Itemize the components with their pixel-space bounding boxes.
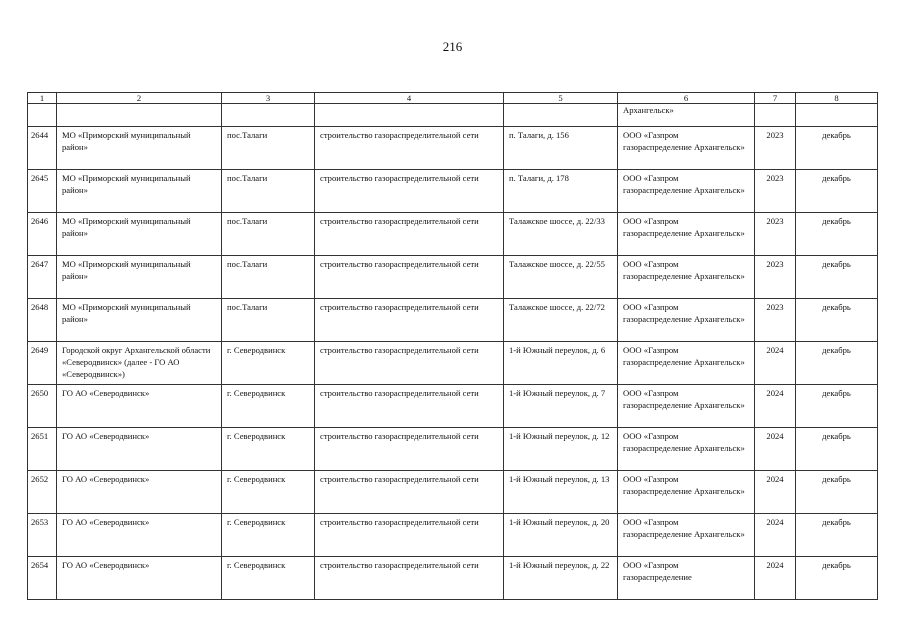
cell-locality: г. Северодвинск <box>222 342 315 385</box>
cell-address: п. Талаги, д. 156 <box>504 127 618 170</box>
header-row <box>28 93 878 104</box>
cell-organization: ООО «Газпром газораспределение Архангельск» <box>618 213 755 256</box>
column-header: 2 <box>57 93 222 104</box>
cell-year: 2023 <box>755 127 796 170</box>
cell-year: 2024 <box>755 514 796 557</box>
cell-address: 1-й Южный переулок, д. 22 <box>504 557 618 600</box>
cell-municipality: ГО АО «Северодвинск» <box>57 557 222 600</box>
column-header: 4 <box>315 93 504 104</box>
cell-year: 2024 <box>755 342 796 385</box>
table-row <box>28 342 878 385</box>
table-row <box>28 557 878 600</box>
cell-number: 2647 <box>28 256 57 299</box>
cell-work-type: строительство газораспределительной сети <box>315 428 504 471</box>
cell-month <box>796 104 878 127</box>
column-header: 3 <box>222 93 315 104</box>
cell-locality: г. Северодвинск <box>222 514 315 557</box>
cell-address: Талажское шоссе, д. 22/33 <box>504 213 618 256</box>
column-header: 1 <box>28 93 57 104</box>
cell-month: декабрь <box>796 256 878 299</box>
continuation-row <box>28 104 878 127</box>
page-number: 216 <box>442 39 463 54</box>
cell-organization: ООО «Газпром газораспределение Архангельск» <box>618 471 755 514</box>
cell-work-type: строительство газораспределительной сети <box>315 557 504 600</box>
cell-municipality: Городской округ Архангельской области «Северодвинск» (далее - ГО АО «Северодвинск») <box>57 342 222 385</box>
table-row <box>28 471 878 514</box>
column-header: 8 <box>796 93 878 104</box>
cell-locality: пос.Талаги <box>222 299 315 342</box>
cell-number: 2654 <box>28 557 57 600</box>
cell-year: 2023 <box>755 256 796 299</box>
cell-year: 2024 <box>755 428 796 471</box>
cell-locality: г. Северодвинск <box>222 385 315 428</box>
cell-organization: ООО «Газпром газораспределение Архангельск» <box>618 428 755 471</box>
cell-work-type <box>315 104 504 127</box>
cell-year: 2023 <box>755 213 796 256</box>
cell-locality: пос.Талаги <box>222 170 315 213</box>
cell-number: 2651 <box>28 428 57 471</box>
table-row <box>28 428 878 471</box>
table-row <box>28 213 878 256</box>
cell-municipality: МО «Приморский муниципальный район» <box>57 127 222 170</box>
cell-municipality: МО «Приморский муниципальный район» <box>57 213 222 256</box>
cell-municipality: МО «Приморский муниципальный район» <box>57 299 222 342</box>
cell-address: Талажское шоссе, д. 22/55 <box>504 256 618 299</box>
cell-number: 2645 <box>28 170 57 213</box>
cell-address: п. Талаги, д. 178 <box>504 170 618 213</box>
cell-work-type: строительство газораспределительной сети <box>315 256 504 299</box>
table-row <box>28 385 878 428</box>
cell-address <box>504 104 618 127</box>
cell-address: 1-й Южный переулок, д. 13 <box>504 471 618 514</box>
cell-year: 2024 <box>755 471 796 514</box>
cell-locality: пос.Талаги <box>222 127 315 170</box>
register-table <box>27 92 878 600</box>
table-header <box>28 93 878 104</box>
cell-address: 1-й Южный переулок, д. 6 <box>504 342 618 385</box>
cell-month: декабрь <box>796 170 878 213</box>
cell-work-type: строительство газораспределительной сети <box>315 170 504 213</box>
table-row <box>28 170 878 213</box>
column-header: 6 <box>618 93 755 104</box>
cell-number: 2644 <box>28 127 57 170</box>
cell-work-type: строительство газораспределительной сети <box>315 514 504 557</box>
table-row <box>28 299 878 342</box>
cell-organization: ООО «Газпром газораспределение Архангельск» <box>618 170 755 213</box>
cell-number: 2652 <box>28 471 57 514</box>
cell-organization: ООО «Газпром газораспределение Архангельск» <box>618 256 755 299</box>
cell-month: декабрь <box>796 471 878 514</box>
cell-year <box>755 104 796 127</box>
cell-address: Талажское шоссе, д. 22/72 <box>504 299 618 342</box>
cell-organization: ООО «Газпром газораспределение <box>618 557 755 600</box>
cell-work-type: строительство газораспределительной сети <box>315 385 504 428</box>
cell-address: 1-й Южный переулок, д. 20 <box>504 514 618 557</box>
cell-work-type: строительство газораспределительной сети <box>315 471 504 514</box>
cell-organization: ООО «Газпром газораспределение Архангельск» <box>618 342 755 385</box>
cell-locality: г. Северодвинск <box>222 471 315 514</box>
cell-month: декабрь <box>796 557 878 600</box>
cell-year: 2024 <box>755 385 796 428</box>
cell-locality: пос.Талаги <box>222 256 315 299</box>
table-row <box>28 256 878 299</box>
cell-organization: ООО «Газпром газораспределение Архангельск» <box>618 385 755 428</box>
cell-year: 2024 <box>755 557 796 600</box>
cell-organization: ООО «Газпром газораспределение Архангельск» <box>618 514 755 557</box>
cell-number <box>28 104 57 127</box>
cell-address: 1-й Южный переулок, д. 12 <box>504 428 618 471</box>
cell-month: декабрь <box>796 514 878 557</box>
cell-month: декабрь <box>796 428 878 471</box>
cell-locality: г. Северодвинск <box>222 557 315 600</box>
cell-work-type: строительство газораспределительной сети <box>315 299 504 342</box>
cell-work-type: строительство газораспределительной сети <box>315 213 504 256</box>
cell-municipality: ГО АО «Северодвинск» <box>57 385 222 428</box>
cell-month: декабрь <box>796 299 878 342</box>
cell-organization: ООО «Газпром газораспределение Архангельск» <box>618 127 755 170</box>
cell-number: 2649 <box>28 342 57 385</box>
cell-municipality <box>57 104 222 127</box>
cell-address: 1-й Южный переулок, д. 7 <box>504 385 618 428</box>
cell-year: 2023 <box>755 299 796 342</box>
cell-number: 2653 <box>28 514 57 557</box>
cell-organization: Архангельск» <box>618 104 755 127</box>
cell-organization: ООО «Газпром газораспределение Архангельск» <box>618 299 755 342</box>
table-row <box>28 127 878 170</box>
cell-number: 2648 <box>28 299 57 342</box>
cell-municipality: ГО АО «Северодвинск» <box>57 471 222 514</box>
cell-work-type: строительство газораспределительной сети <box>315 342 504 385</box>
cell-locality: г. Северодвинск <box>222 428 315 471</box>
table-body <box>28 104 878 600</box>
cell-number: 2646 <box>28 213 57 256</box>
cell-month: декабрь <box>796 127 878 170</box>
cell-month: декабрь <box>796 213 878 256</box>
column-header: 7 <box>755 93 796 104</box>
cell-number: 2650 <box>28 385 57 428</box>
cell-municipality: МО «Приморский муниципальный район» <box>57 256 222 299</box>
cell-locality <box>222 104 315 127</box>
cell-month: декабрь <box>796 342 878 385</box>
cell-municipality: ГО АО «Северодвинск» <box>57 428 222 471</box>
cell-month: декабрь <box>796 385 878 428</box>
cell-work-type: строительство газораспределительной сети <box>315 127 504 170</box>
cell-municipality: ГО АО «Северодвинск» <box>57 514 222 557</box>
column-header: 5 <box>504 93 618 104</box>
cell-year: 2023 <box>755 170 796 213</box>
table-row <box>28 514 878 557</box>
cell-locality: пос.Талаги <box>222 213 315 256</box>
cell-municipality: МО «Приморский муниципальный район» <box>57 170 222 213</box>
